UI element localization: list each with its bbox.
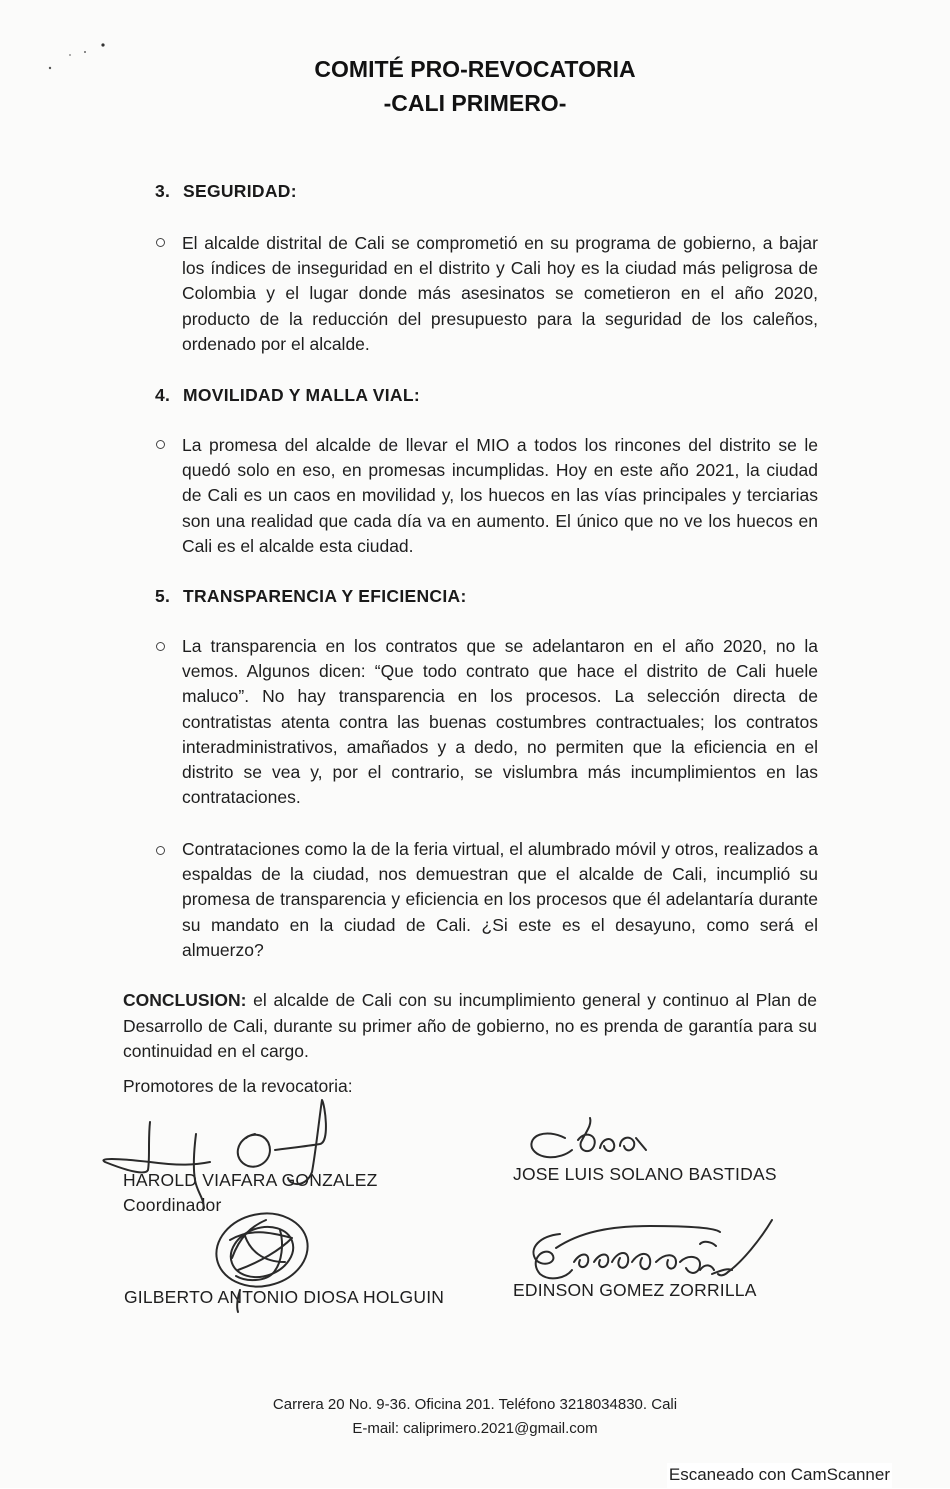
document-subtitle: -CALI PRIMERO- [383, 90, 567, 116]
signature-harold [103, 1100, 325, 1208]
section-5-heading [155, 586, 467, 607]
section-5-paragraph-2: Contrataciones como la de la feria virtual, el alumbrado móvil y otros, realizados a espaldas de la ciudad, nos demuestran que el alcalde de Cali, incumplió su promesa de transparencia y eficiencia en los procesos que él adelantaría durante su mandato en la ciudad de Cali. ¿Si este es el desayuno, como será el almuerzo? [182, 839, 818, 960]
section-5-paragraph-1: La transparencia en los contratos que se adelantaron en el año 2020, no la vemos. Algunos dicen: “Que todo contrato que hace el distrito de Cali huele maluco”. No hay transparencia en los procesos. La selección directa de contratistas atenta contra las buenas costumbres contractuales; los contratos interadministrativos, amañados y a dedo, no permiten que la eficiencia en el distrito se vea y, por el contrario, se vislumbra más incumplimientos en las contrataciones. [182, 636, 818, 808]
bullet-icon [156, 846, 165, 855]
camscanner-watermark: Escaneado con CamScanner [667, 1463, 892, 1489]
section-number: 3. [155, 181, 171, 201]
section-title: SEGURIDAD: [183, 181, 297, 201]
signatory-3-name: GILBERTO ANTONIO DIOSA HOLGUIN [124, 1287, 445, 1307]
signatory-1-name: HAROLD VIAFARA GONZALEZ [123, 1170, 378, 1190]
signature-edinson [533, 1220, 772, 1278]
section-title: TRANSPARENCIA Y EFICIENCIA: [183, 586, 467, 606]
footer-email: E-mail: caliprimero.2021@gmail.com [352, 1420, 598, 1437]
bullet-icon [156, 642, 165, 651]
section-4-heading [155, 385, 420, 406]
promotores-label: Promotores de la revocatoria: [123, 1076, 353, 1096]
section-title: MOVILIDAD Y MALLA VIAL: [183, 385, 420, 405]
signature-jose [531, 1118, 646, 1157]
signatory-2-name: JOSE LUIS SOLANO BASTIDAS [513, 1164, 777, 1184]
section-3-paragraph: El alcalde distrital de Cali se comprometió en su programa de gobierno, a bajar los índices de inseguridad en el distrito y Cali hoy es la ciudad más peligrosa de Colombia y el lugar donde más asesinatos se cometieron en el año 2020, producto de la reducción del presupuesto para la seguridad de los caleños, ordenado por el alcalde. [182, 233, 818, 354]
section-number: 5. [155, 586, 171, 606]
bullet-icon [156, 440, 165, 449]
conclusion-text: el alcalde de Cali con su incumplimiento general y continuo al Plan de Desarrollo de Cali, durante su primer año de gobierno, no es prenda de garantía para su continuidad en el cargo. [123, 990, 817, 1061]
document-title: COMITÉ PRO-REVOCATORIA [314, 56, 636, 82]
conclusion-label: CONCLUSION: [123, 990, 247, 1010]
conclusion-paragraph [123, 988, 817, 1065]
signatory-4-name: EDINSON GOMEZ ZORRILLA [513, 1280, 757, 1300]
signatory-1-role: Coordinador [123, 1195, 222, 1215]
footer-address: Carrera 20 No. 9-36. Oficina 201. Teléfono 3218034830. Cali [272, 1396, 678, 1413]
section-4-paragraph: La promesa del alcalde de llevar el MIO a todos los rincones del distrito se le quedó solo en eso, en promesas incumplidas. Hoy en este año 2021, la ciudad de Cali es un caos en movilidad y, los huecos en las vías principales y terciarias son una realidad que cada día va en aumento. El único que no ve los huecos en Cali es el alcalde esta ciudad. [182, 435, 818, 556]
bullet-icon [156, 238, 165, 247]
section-3-heading [155, 181, 297, 202]
section-number: 4. [155, 385, 171, 405]
